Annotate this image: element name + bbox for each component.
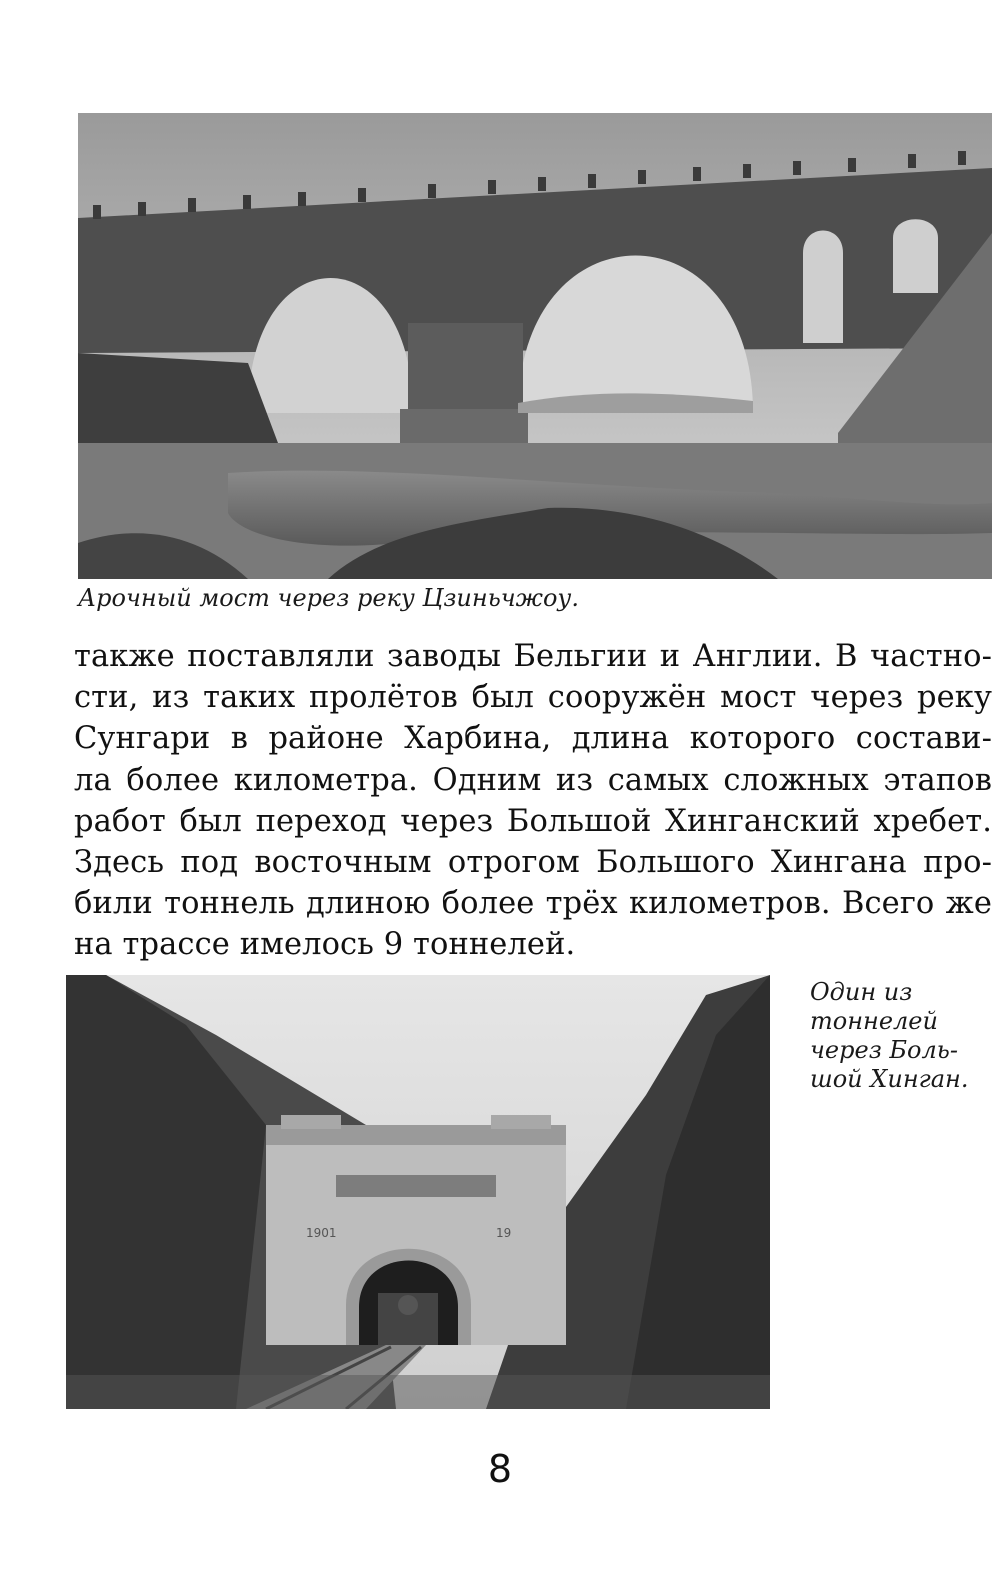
body-paragraph (74, 636, 992, 966)
bridge-photo-caption: Арочный мост через реку Цзиньчжоу. (78, 584, 579, 612)
paragraph-line: также поставляли заводы Бельгии и Англии. В частно- (74, 639, 992, 674)
portal-year-right: 19 (496, 1226, 512, 1240)
caption-line: тоннелей (810, 1007, 938, 1035)
paragraph-line: работ был переход через Большой Хинганский хребет. (74, 803, 992, 839)
paragraph-line: сти, из таких пролётов был сооружён мост через реку (74, 680, 992, 716)
caption-line: Один из (810, 978, 913, 1006)
paragraph-line: Здесь под восточным отрогом Большого Хингана про- (74, 845, 992, 881)
paragraph-line: ла более километра. Одним из самых сложных этапов (74, 762, 992, 798)
paragraph-line: на трассе имелось 9 тоннелей. (74, 927, 576, 963)
paragraph-line: били тоннель длиною более трёх километров. Всего же (74, 886, 992, 922)
tunnel-photo-caption (810, 978, 995, 1094)
tunnel-photo (66, 975, 770, 1409)
paragraph-line: Сунгари в районе Харбина, длина которого состави- (74, 721, 992, 757)
page-number: 8 (487, 1447, 513, 1491)
caption-line: через Боль- (810, 1036, 958, 1064)
bridge-photo (78, 113, 992, 579)
portal-year-left: 1901 (306, 1226, 337, 1240)
caption-line: шой Хинган. (810, 1065, 969, 1093)
